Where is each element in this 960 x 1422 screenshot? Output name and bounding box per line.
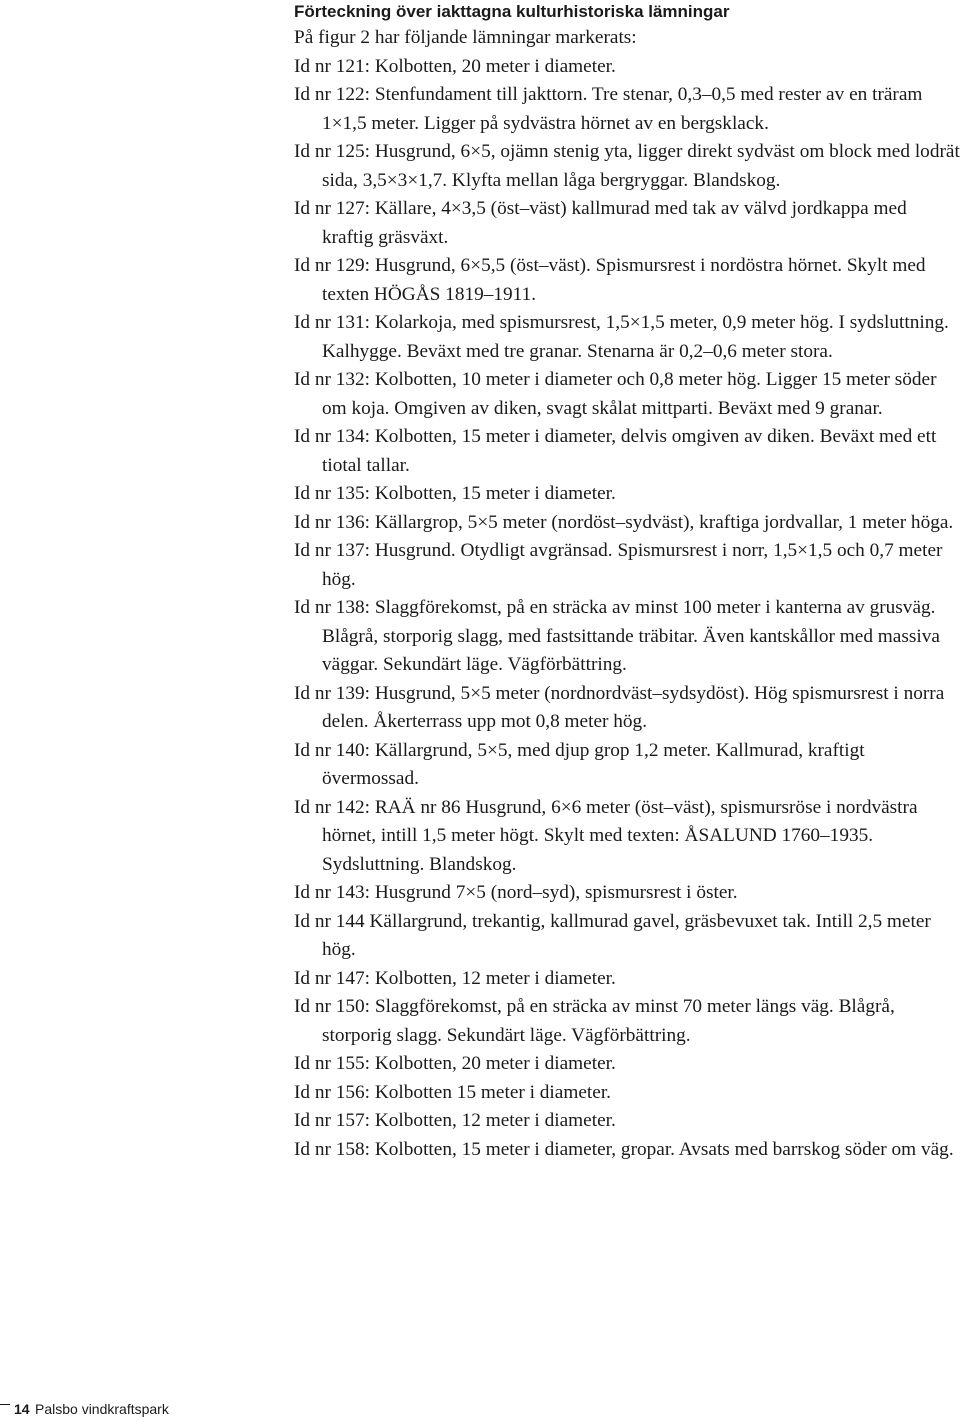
page-footer xyxy=(0,1397,300,1422)
list-item: Id nr 158: Kolbotten, 15 meter i diameter, gropar. Avsats med barrskog söder om väg. xyxy=(294,1138,954,1160)
list-item: Id nr 142: RAÄ nr 86 Husgrund, 6×6 meter (öst–väst), spismursröse i nordvästra hörnet, intill 1,5 meter högt. Skylt med texten: ÅSALUND 1760–1935. Sydsluttning. Blandskog. xyxy=(294,796,918,875)
list-item: Id nr 147: Kolbotten, 12 meter i diameter. xyxy=(294,967,616,989)
list-item: Id nr 131: Kolarkoja, med spismursrest, 1,5×1,5 meter, 0,9 meter hög. I sydsluttning. Kalhygge. Beväxt med tre granar. Stenarna är 0,2–0,6 meter stora. xyxy=(294,312,949,362)
list-item: Id nr 136: Källargrop, 5×5 meter (nordöst–sydväst), kraftiga jordvallar, 1 meter höga. xyxy=(294,511,954,533)
list-item: Id nr 157: Kolbotten, 12 meter i diameter. xyxy=(294,1110,616,1131)
list-item: Id nr 140: Källargrund, 5×5, med djup grop 1,2 meter. Kallmurad, kraftigt övermossad. xyxy=(294,739,865,789)
list-item: Id nr 138: Slaggförekomst, på en sträcka av minst 100 meter i kanterna av grusväg. Blågrå, storporig slagg, med fastsittande träbitar. Även kantskållor med massiva väggar. Sekundärt läge. Vägförbättring. xyxy=(294,597,940,675)
document-body xyxy=(294,0,960,1164)
list-item: Id nr 125: Husgrund, 6×5, ojämn stenig yta, ligger direkt sydväst om block med lodrät sida, 3,5×3×1,7. Klyfta mellan låga bergryggar. Blandskog. xyxy=(294,141,960,191)
page-number: 14 xyxy=(14,1401,30,1417)
list-item: Id nr 121: Kolbotten, 20 meter i diameter. xyxy=(294,55,616,77)
list-item: Id nr 156: Kolbotten 15 meter i diameter. xyxy=(294,1081,611,1103)
section-heading: Förteckning över iakttagna kulturhistoriska lämningar xyxy=(294,2,730,21)
list-item: Id nr 122: Stenfundament till jakttorn. Tre stenar, 0,3–0,5 med rester av en träram 1×1,5 meter. Ligger på sydvästra hörnet av en bergsklack. xyxy=(294,84,923,134)
footer-title: Palsbo vindkraftspark xyxy=(35,1401,169,1417)
list-item: Id nr 129: Husgrund, 6×5,5 (öst–väst). Spismursrest i nordöstra hörnet. Skylt med texten HÖGÅS 1819–1911. xyxy=(294,255,926,305)
list-item: Id nr 139: Husgrund, 5×5 meter (nordnordväst–sydsydöst). Hög spismursrest i norra delen. Åkerterrass upp mot 0,8 meter hög. xyxy=(294,682,945,732)
intro-text: På figur 2 har följande lämningar markerats: xyxy=(294,27,637,48)
list-item: Id nr 137: Husgrund. Otydligt avgränsad. Spismursrest i norr, 1,5×1,5 och 0,7 meter hög. xyxy=(294,540,943,590)
entry-list xyxy=(294,53,960,1165)
list-item: Id nr 150: Slaggförekomst, på en sträcka av minst 70 meter längs väg. Blågrå, storporig slagg. Sekundärt läge. Vägförbättring. xyxy=(294,996,895,1046)
list-item: Id nr 132: Kolbotten, 10 meter i diameter och 0,8 meter hög. Ligger 15 meter söder om koja. Omgiven av diken, svagt skålat mittparti. Beväxt med 9 granar. xyxy=(294,369,937,419)
list-item: Id nr 127: Källare, 4×3,5 (öst–väst) kallmurad med tak av välvd jordkappa med kraftig gräsväxt. xyxy=(294,198,907,248)
list-item: Id nr 134: Kolbotten, 15 meter i diameter, delvis omgiven av diken. Beväxt med ett tiotal tallar. xyxy=(294,426,937,476)
list-item: Id nr 144 Källargrund, trekantig, kallmurad gavel, gräsbevuxet tak. Intill 2,5 meter hög. xyxy=(294,910,931,960)
list-item: Id nr 155: Kolbotten, 20 meter i diameter. xyxy=(294,1053,616,1074)
list-item: Id nr 135: Kolbotten, 15 meter i diameter. xyxy=(294,483,616,504)
list-item: Id nr 143: Husgrund 7×5 (nord–syd), spismursrest i öster. xyxy=(294,882,738,903)
